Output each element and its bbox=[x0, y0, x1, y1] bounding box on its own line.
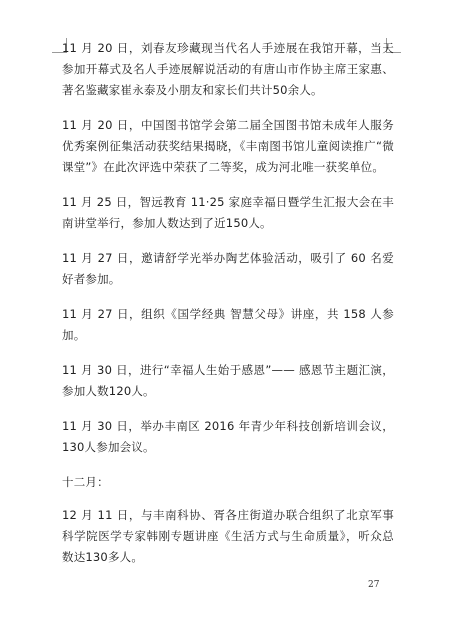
paragraph-nov20-exhibition: 11 月 20 日，刘春友珍藏现当代名人手迹展在我馆开幕，当天参加开幕式及名人手迹展解说活动的有唐山市作协主席王家惠、著名鉴藏家崔永泰及小朋友和家长们共计50余人。 bbox=[62, 41, 394, 97]
page-number: 27 bbox=[368, 580, 380, 590]
paragraph-nov30-training: 11 月 30 日，举办丰南区 2016 年青少年科技创新培训会议，130人参加会议。 bbox=[62, 419, 394, 454]
paragraph-dec11-lecture: 12 月 11 日，与丰南科协、胥各庄街道办联合组织了北京军事科学院医学专家韩刚专题讲座《生活方式与生命质量》，听众总数达130多人。 bbox=[62, 508, 394, 564]
paragraph-nov27-lecture: 11 月 27 日，组织《国学经典 智慧父母》讲座，共 158 人参加。 bbox=[62, 307, 394, 342]
paragraph-nov30-gratitude: 11 月 30 日，进行“幸福人生始于感恩”—— 感恩节主题汇演，参加人数120人。 bbox=[62, 363, 394, 398]
paragraph-nov25-family-day: 11 月 25 日，智远教育 11·25 家庭幸福日暨学生汇报大会在丰南讲堂举行，参加人数达到了近150人。 bbox=[62, 195, 394, 230]
paragraph-nov27-pottery: 11 月 27 日，邀请舒学光举办陶艺体验活动，吸引了 60 名爱好者参加。 bbox=[62, 251, 394, 286]
section-heading-december: 十二月： bbox=[62, 475, 109, 489]
paragraph-nov20-award: 11 月 20 日，中国图书馆学会第二届全国图书馆未成年人服务优秀案例征集活动获奖结果揭晓，《丰南图书馆儿童阅读推广“微课堂”》在此次评选中荣获了二等奖，成为河北唯一获奖单位。 bbox=[62, 118, 394, 174]
page-body bbox=[62, 38, 394, 582]
